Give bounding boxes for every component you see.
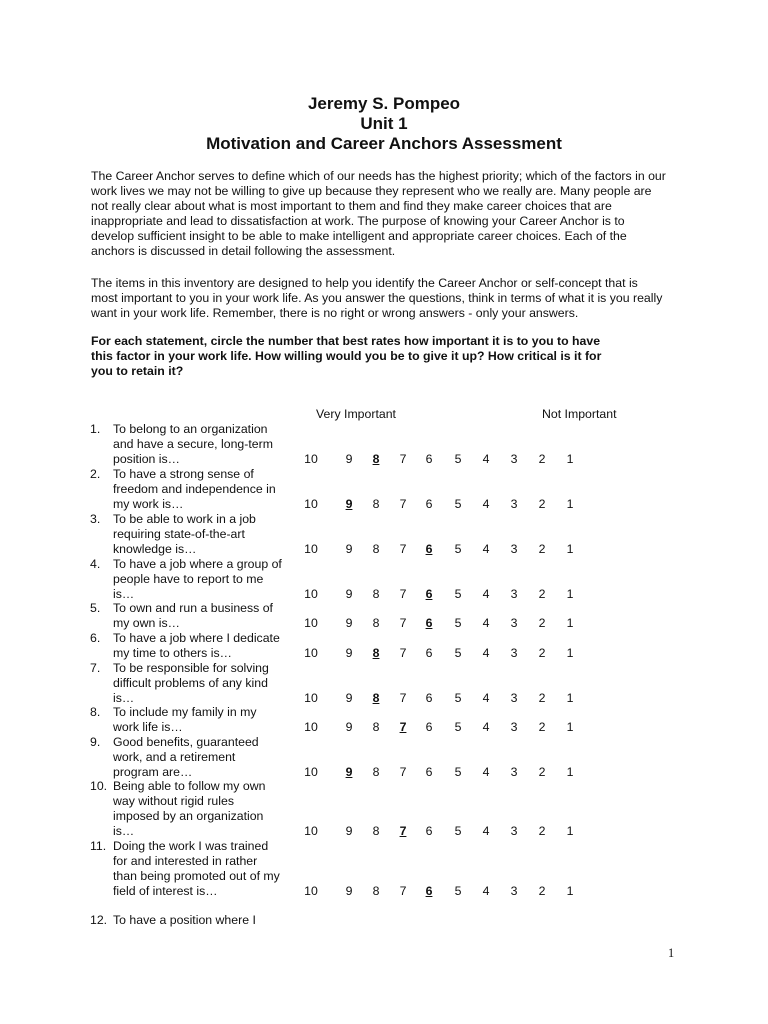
rating-option-4[interactable]: 4 — [482, 884, 490, 898]
rating-option-4[interactable]: 4 — [482, 616, 490, 630]
rating-option-1[interactable]: 1 — [566, 884, 574, 898]
item-number: 8. — [90, 705, 101, 719]
item-statement-line: my own is… — [113, 616, 180, 630]
rating-option-2[interactable]: 2 — [538, 616, 546, 630]
rating-option-8[interactable]: 8 — [372, 542, 380, 556]
item-number: 10. — [90, 779, 108, 793]
rating-option-9[interactable]: 9 — [345, 616, 353, 630]
rating-option-9[interactable]: 9 — [345, 884, 353, 898]
item-number: 2. — [90, 467, 101, 481]
rating-option-8[interactable]: 8 — [372, 616, 380, 630]
rating-option-5[interactable]: 5 — [454, 616, 462, 630]
rating-option-1[interactable]: 1 — [566, 497, 574, 511]
rating-option-2[interactable]: 2 — [538, 884, 546, 898]
item-statement-line: work, and a retirement — [113, 750, 236, 764]
paragraph-line: not really clear about what is most important to them and find they make career choices that are — [91, 199, 612, 213]
rating-option-2[interactable]: 2 — [538, 646, 546, 660]
rating-option-10[interactable]: 10 — [304, 542, 318, 556]
item-statement-line: is… — [113, 691, 135, 705]
item-statement-line: is… — [113, 824, 135, 838]
page-number: 1 — [668, 946, 675, 960]
item-statement — [113, 735, 293, 780]
item-number: 1. — [90, 422, 101, 436]
rating-option-10[interactable]: 10 — [304, 691, 318, 705]
scale-high-label: Very Important — [316, 407, 396, 421]
rating-option-8[interactable]: 8 — [372, 691, 380, 705]
rating-option-4[interactable]: 4 — [482, 452, 490, 466]
rating-option-7[interactable]: 7 — [399, 691, 407, 705]
rating-option-3[interactable]: 3 — [510, 720, 518, 734]
rating-option-6[interactable]: 6 — [425, 497, 433, 511]
item-statement-line: To belong to an organization — [113, 422, 268, 436]
item-statement — [113, 839, 293, 899]
rating-option-10[interactable]: 10 — [304, 884, 318, 898]
item-statement — [113, 512, 293, 557]
rating-option-1[interactable]: 1 — [566, 720, 574, 734]
rating-option-7[interactable]: 7 — [399, 542, 407, 556]
item-statement-line: To own and run a business of — [113, 601, 273, 615]
rating-option-2[interactable]: 2 — [538, 452, 546, 466]
item-statement-line: people have to report to me — [113, 572, 264, 586]
rating-option-4[interactable]: 4 — [482, 691, 490, 705]
rating-option-4[interactable]: 4 — [482, 824, 490, 838]
rating-option-9[interactable]: 9 — [345, 646, 353, 660]
paragraph-line: most important to you in your work life. As you answer the questions, think in terms of what it is you really — [91, 291, 663, 305]
item-statement-line: and have a secure, long-term — [113, 437, 273, 451]
rating-option-5[interactable]: 5 — [454, 542, 462, 556]
rating-option-5[interactable]: 5 — [454, 824, 462, 838]
rating-option-4[interactable]: 4 — [482, 497, 490, 511]
rating-option-6[interactable]: 6 — [425, 542, 433, 556]
item-number: 7. — [90, 661, 101, 675]
rating-option-7[interactable]: 7 — [399, 587, 407, 601]
unit-label: Unit 1 — [360, 114, 408, 133]
rating-option-5[interactable]: 5 — [454, 765, 462, 779]
rating-option-10[interactable]: 10 — [304, 765, 318, 779]
item-statement — [113, 661, 293, 706]
rating-option-9[interactable]: 9 — [345, 720, 353, 734]
item-statement-line: is… — [113, 587, 135, 601]
rating-option-8[interactable]: 8 — [372, 720, 380, 734]
item-statement-line: freedom and independence in — [113, 482, 276, 496]
item-statement — [113, 467, 293, 512]
document-header — [0, 94, 768, 154]
item-statement-line: To be responsible for solving — [113, 661, 269, 675]
rating-option-2[interactable]: 2 — [538, 824, 546, 838]
rating-option-1[interactable]: 1 — [566, 542, 574, 556]
rating-option-4[interactable]: 4 — [482, 720, 490, 734]
rating-option-7[interactable]: 7 — [399, 765, 407, 779]
rating-option-4[interactable]: 4 — [482, 542, 490, 556]
rating-option-1[interactable]: 1 — [566, 587, 574, 601]
intro-paragraph-2 — [91, 276, 691, 321]
rating-option-3[interactable]: 3 — [510, 542, 518, 556]
rating-option-2[interactable]: 2 — [538, 497, 546, 511]
paragraph-line: work lives we may not be willing to give up because they represent who we really are. Many people are — [91, 184, 652, 198]
item-number: 4. — [90, 557, 101, 571]
rating-option-3[interactable]: 3 — [510, 587, 518, 601]
rating-option-1[interactable]: 1 — [566, 616, 574, 630]
rating-option-8[interactable]: 8 — [372, 587, 380, 601]
item-statement-line: Good benefits, guaranteed — [113, 735, 259, 749]
item-statement-line: my work is… — [113, 497, 184, 511]
rating-option-2[interactable]: 2 — [538, 542, 546, 556]
rating-option-6[interactable]: 6 — [425, 691, 433, 705]
rating-option-8[interactable]: 8 — [372, 497, 380, 511]
item-statement-line: To include my family in my — [113, 705, 257, 719]
rating-option-3[interactable]: 3 — [510, 765, 518, 779]
rating-option-7[interactable]: 7 — [399, 452, 407, 466]
rating-option-6[interactable]: 6 — [425, 884, 433, 898]
rating-option-3[interactable]: 3 — [510, 646, 518, 660]
rating-option-1[interactable]: 1 — [566, 765, 574, 779]
rating-option-8[interactable]: 8 — [372, 884, 380, 898]
rating-option-6[interactable]: 6 — [425, 765, 433, 779]
item-statement-line: than being promoted out of my — [113, 869, 280, 883]
rating-option-3[interactable]: 3 — [510, 452, 518, 466]
rating-option-3[interactable]: 3 — [510, 824, 518, 838]
author-name: Jeremy S. Pompeo — [307, 94, 461, 113]
item-statement-line: program are… — [113, 765, 193, 779]
intro-paragraph-1 — [91, 169, 691, 259]
item-statement — [113, 601, 293, 631]
rating-option-6[interactable]: 6 — [425, 452, 433, 466]
item-statement-line: Being able to follow my own — [113, 779, 266, 793]
rating-option-5[interactable]: 5 — [454, 587, 462, 601]
item-statement-line: knowledge is… — [113, 542, 197, 556]
instruction-line: you to retain it? — [91, 364, 184, 378]
item-statement — [113, 557, 293, 602]
rating-option-1[interactable]: 1 — [566, 691, 574, 705]
item-statement-line: requiring state-of-the-art — [113, 527, 245, 541]
item-statement — [113, 631, 293, 661]
instruction-line: For each statement, circle the number that best rates how important it is to you to have — [91, 334, 601, 348]
rating-option-4[interactable]: 4 — [482, 646, 490, 660]
rating-option-6[interactable]: 6 — [425, 646, 433, 660]
item-statement — [113, 779, 293, 839]
paragraph-line: inappropriate and lead to dissatisfaction at work. The purpose of knowing your Career Anchor is to — [91, 214, 625, 228]
item-statement — [113, 422, 293, 467]
item-statement-line: To have a job where a group of — [113, 557, 282, 571]
rating-option-9[interactable]: 9 — [345, 824, 353, 838]
rating-option-6[interactable]: 6 — [425, 587, 433, 601]
scale-low-label: Not Important — [542, 407, 617, 421]
rating-option-9[interactable]: 9 — [345, 542, 353, 556]
rating-option-6[interactable]: 6 — [425, 720, 433, 734]
paragraph-line: want in your work life. Remember, there is no right or wrong answers - only your answers. — [91, 306, 579, 320]
rating-option-4[interactable]: 4 — [482, 765, 490, 779]
rating-option-10[interactable]: 10 — [304, 452, 318, 466]
rating-option-3[interactable]: 3 — [510, 497, 518, 511]
rating-option-5[interactable]: 5 — [454, 646, 462, 660]
rating-option-5[interactable]: 5 — [454, 452, 462, 466]
paragraph-line: develop sufficient insight to be able to make intelligent and appropriate career choices. Each of the — [91, 229, 627, 243]
rating-option-9[interactable]: 9 — [345, 497, 353, 511]
rating-option-2[interactable]: 2 — [538, 587, 546, 601]
item-statement-line: To have a strong sense of — [113, 467, 254, 481]
rating-option-3[interactable]: 3 — [510, 884, 518, 898]
item-statement-line: Doing the work I was trained — [113, 839, 269, 853]
rating-option-9[interactable]: 9 — [345, 691, 353, 705]
rating-option-8[interactable]: 8 — [372, 452, 380, 466]
rating-option-2[interactable]: 2 — [538, 720, 546, 734]
item-statement-line: position is… — [113, 452, 180, 466]
rating-option-10[interactable]: 10 — [304, 497, 318, 511]
rating-option-5[interactable]: 5 — [454, 497, 462, 511]
item-number: 5. — [90, 601, 101, 615]
paragraph-line: The Career Anchor serves to define which of our needs has the highest priority; which of the factors in our — [91, 169, 666, 183]
rating-option-7[interactable]: 7 — [399, 824, 407, 838]
item-statement-line: To have a position where I — [113, 913, 256, 927]
rating-option-3[interactable]: 3 — [510, 616, 518, 630]
item-statement-line: work life is… — [113, 720, 183, 734]
instruction-line: this factor in your work life. How willing would you be to give it up? How critical is it for — [91, 349, 602, 363]
rating-option-8[interactable]: 8 — [372, 646, 380, 660]
rating-option-2[interactable]: 2 — [538, 765, 546, 779]
rating-option-2[interactable]: 2 — [538, 691, 546, 705]
rating-option-8[interactable]: 8 — [372, 824, 380, 838]
rating-option-7[interactable]: 7 — [399, 616, 407, 630]
rating-option-10[interactable]: 10 — [304, 646, 318, 660]
rating-option-8[interactable]: 8 — [372, 765, 380, 779]
rating-option-9[interactable]: 9 — [345, 452, 353, 466]
rating-option-4[interactable]: 4 — [482, 587, 490, 601]
item-statement-line: imposed by an organization — [113, 809, 264, 823]
paragraph-line: The items in this inventory are designed to help you identify the Career Anchor or self-concept that is — [91, 276, 638, 290]
rating-option-9[interactable]: 9 — [345, 765, 353, 779]
instruction-text — [91, 334, 691, 379]
rating-option-1[interactable]: 1 — [566, 452, 574, 466]
rating-option-7[interactable]: 7 — [399, 720, 407, 734]
document-title: Motivation and Career Anchors Assessment — [206, 134, 562, 153]
item-number: 6. — [90, 631, 101, 645]
rating-option-7[interactable]: 7 — [399, 497, 407, 511]
rating-option-10[interactable]: 10 — [304, 587, 318, 601]
item-statement — [113, 913, 293, 928]
item-statement-line: for and interested in rather — [113, 854, 258, 868]
item-statement-line: To have a job where I dedicate — [113, 631, 280, 645]
item-statement-line: To be able to work in a job — [113, 512, 256, 526]
item-number: 11. — [90, 839, 107, 853]
item-number: 9. — [90, 735, 101, 749]
rating-option-5[interactable]: 5 — [454, 691, 462, 705]
rating-option-1[interactable]: 1 — [566, 824, 574, 838]
rating-option-9[interactable]: 9 — [345, 587, 353, 601]
item-statement-line: way without rigid rules — [113, 794, 234, 808]
rating-option-10[interactable]: 10 — [304, 720, 318, 734]
rating-option-10[interactable]: 10 — [304, 824, 318, 838]
item-statement-line: my time to others is… — [113, 646, 232, 660]
item-statement — [113, 705, 293, 735]
rating-option-3[interactable]: 3 — [510, 691, 518, 705]
paragraph-line: anchors is discussed in detail following the assessment. — [91, 244, 396, 258]
rating-option-6[interactable]: 6 — [425, 824, 433, 838]
item-number: 3. — [90, 512, 101, 526]
rating-option-7[interactable]: 7 — [399, 646, 407, 660]
item-statement-line: field of interest is… — [113, 884, 218, 898]
item-number: 12. — [90, 913, 108, 927]
rating-option-7[interactable]: 7 — [399, 884, 407, 898]
rating-option-6[interactable]: 6 — [425, 616, 433, 630]
rating-option-5[interactable]: 5 — [454, 720, 462, 734]
rating-option-10[interactable]: 10 — [304, 616, 318, 630]
rating-option-1[interactable]: 1 — [566, 646, 574, 660]
rating-option-5[interactable]: 5 — [454, 884, 462, 898]
item-statement-line: difficult problems of any kind — [113, 676, 268, 690]
